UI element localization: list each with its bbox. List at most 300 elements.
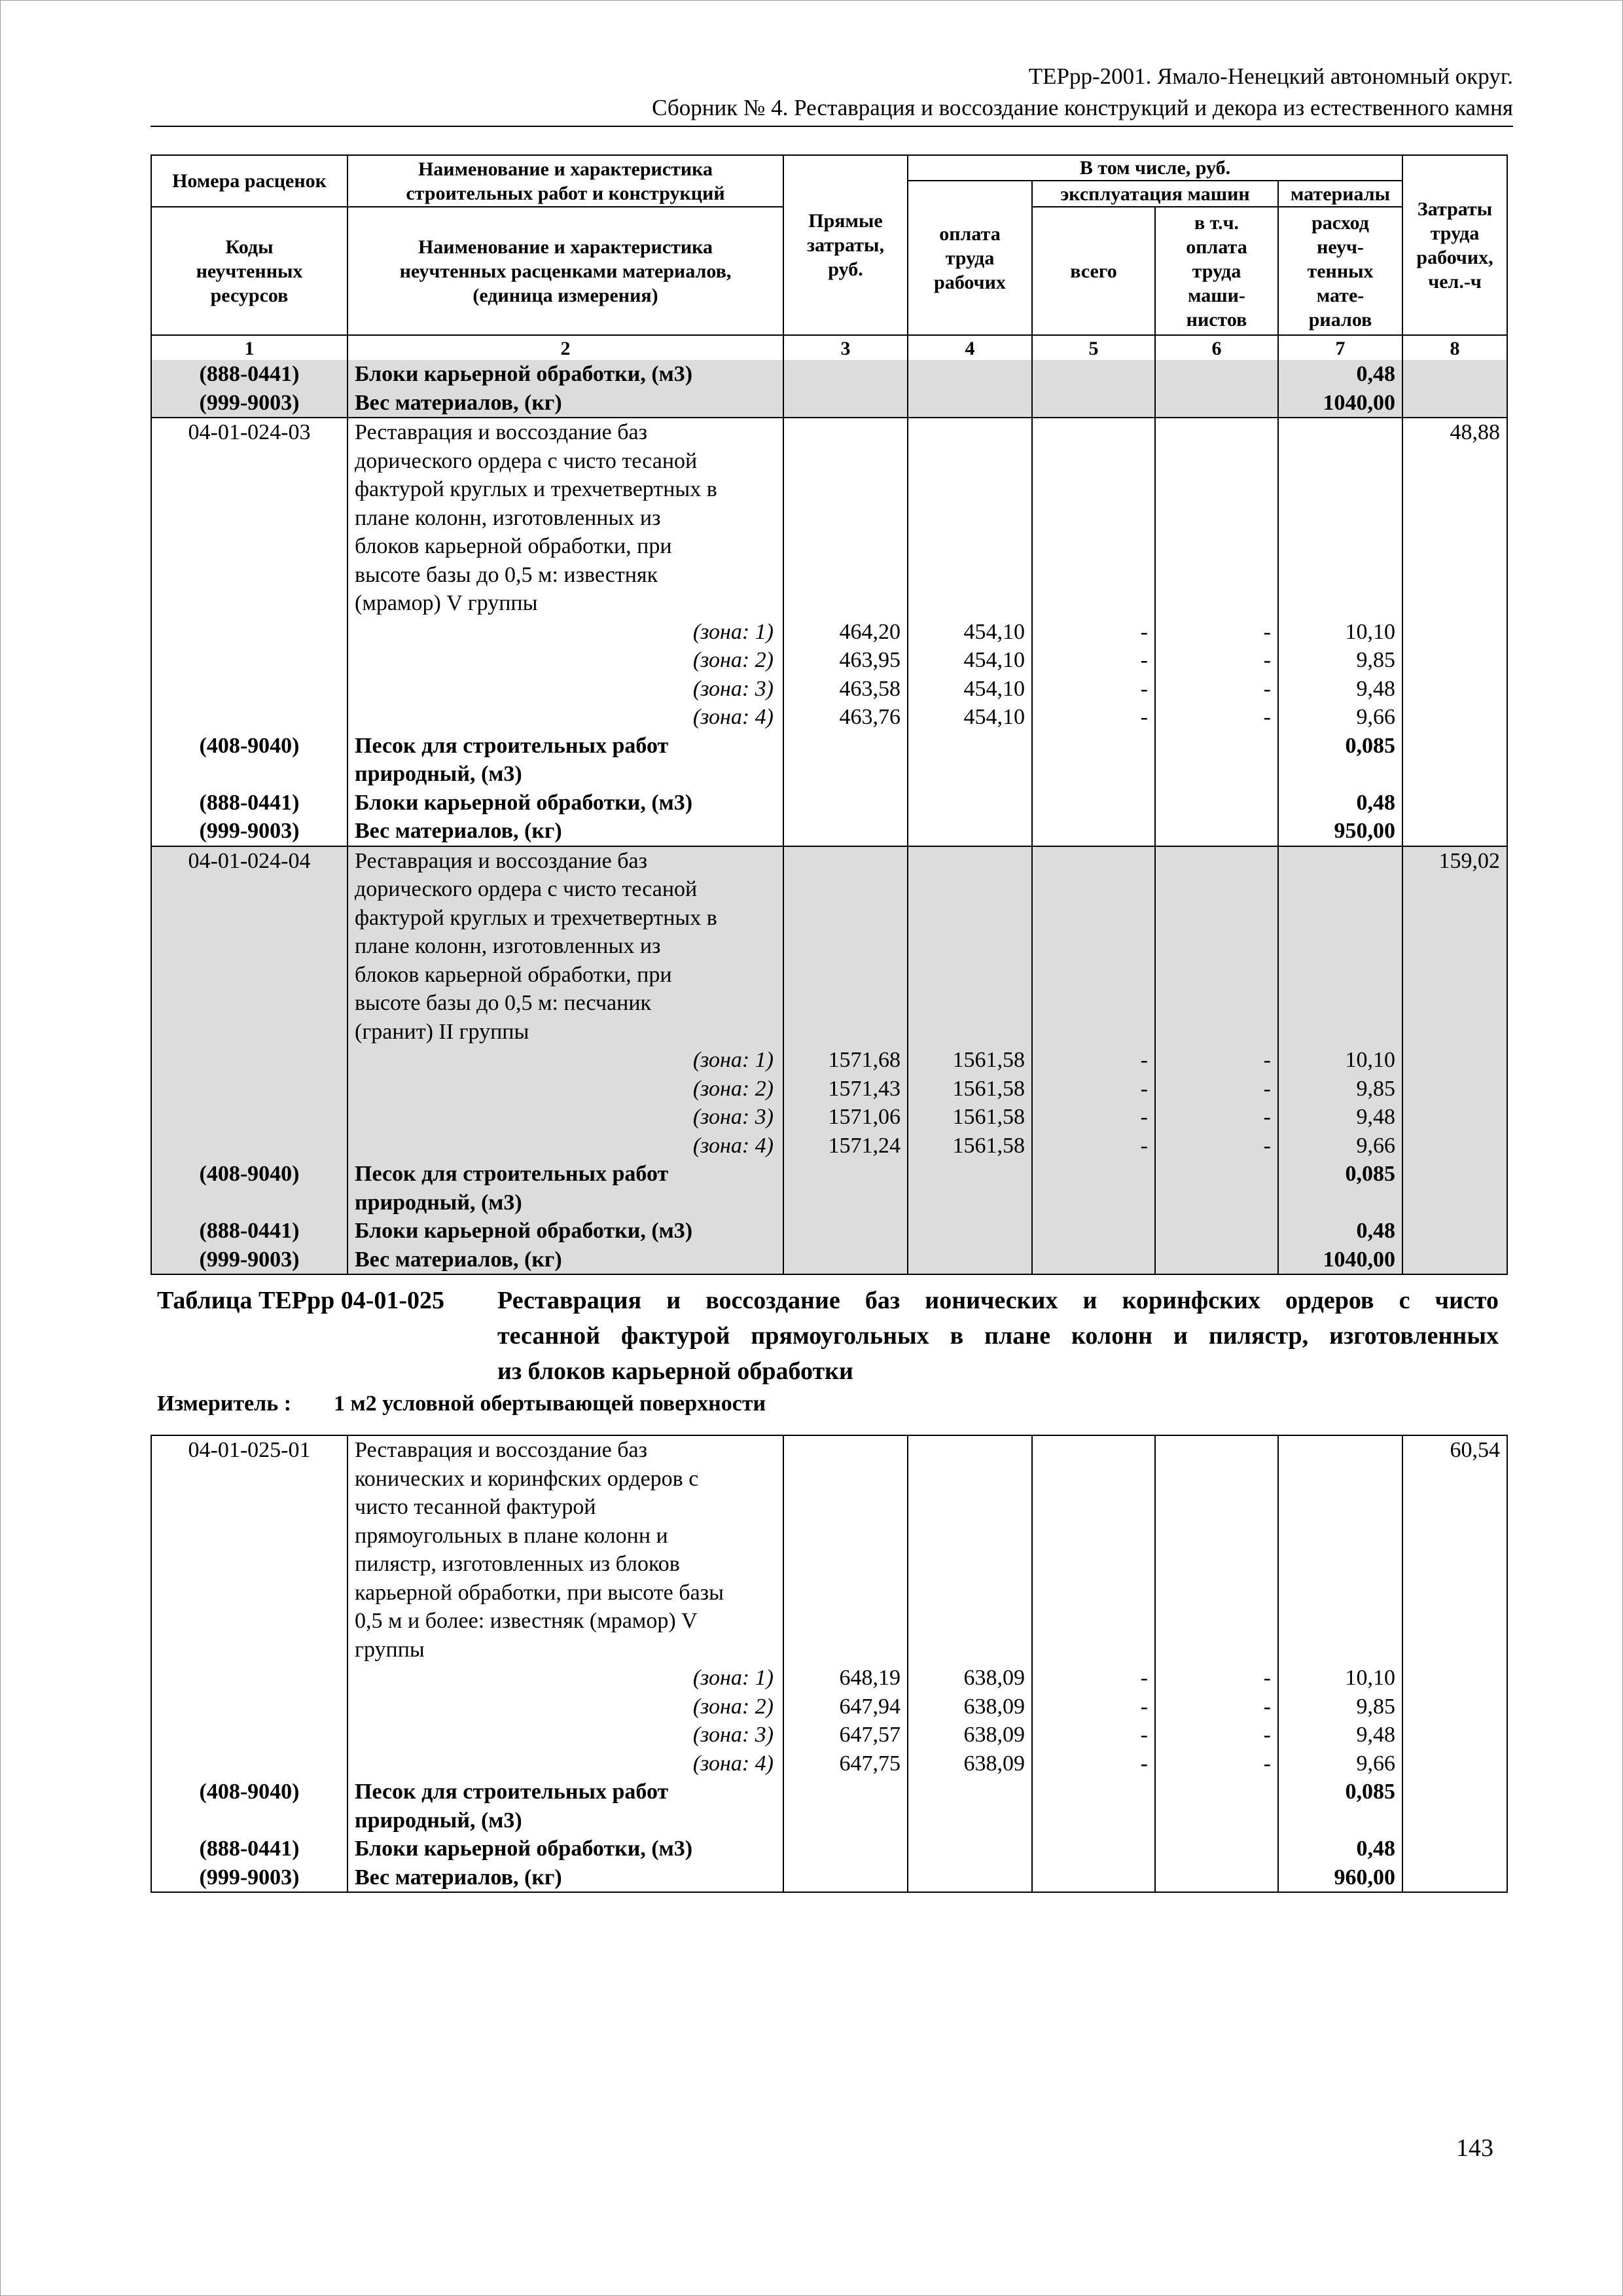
- empty-cell: [1032, 1522, 1155, 1551]
- empty-cell: [908, 561, 1032, 590]
- empty-cell: [1032, 1806, 1155, 1835]
- table-row: [151, 904, 1507, 933]
- empty-cell: [1278, 1579, 1402, 1607]
- table-row: [151, 932, 1507, 961]
- resource-name: природный, (м3): [348, 1189, 783, 1217]
- empty-cell: [783, 1607, 908, 1636]
- empty-cell: [908, 1493, 1032, 1522]
- rates-table-025: [151, 1435, 1508, 1893]
- empty-cell: [1278, 1636, 1402, 1664]
- materials-cost: 9,48: [1278, 675, 1402, 704]
- empty-cell: [783, 1835, 908, 1863]
- empty-cell: [1155, 418, 1278, 447]
- empty-cell: [1032, 389, 1155, 418]
- rate-code: 04-01-025-01: [151, 1435, 348, 1465]
- empty-cell: [151, 760, 348, 789]
- empty-cell: [1402, 1749, 1507, 1778]
- machinist-pay: -: [1155, 646, 1278, 675]
- col-number: 3: [783, 335, 908, 361]
- machinist-pay: -: [1155, 1132, 1278, 1160]
- resource-name: Блоки карьерной обработки, (м3): [348, 789, 783, 817]
- empty-cell: [783, 961, 908, 990]
- empty-cell: [783, 1636, 908, 1664]
- empty-cell: [151, 703, 348, 732]
- empty-cell: [1278, 932, 1402, 961]
- rate-description: Реставрация и воссоздание баз: [348, 418, 783, 447]
- empty-cell: [1155, 1863, 1278, 1893]
- table-row: [151, 1132, 1507, 1160]
- empty-cell: [908, 1465, 1032, 1494]
- empty-cell: [1402, 475, 1507, 504]
- empty-cell: [1032, 1465, 1155, 1494]
- zone-label: (зона: 2): [348, 1693, 783, 1721]
- header-codes-top: Номера расценок: [151, 155, 348, 207]
- empty-cell: [151, 989, 348, 1018]
- direct-costs: 1571,68: [783, 1046, 908, 1075]
- table-row: [151, 1246, 1507, 1275]
- empty-cell: [1278, 589, 1402, 618]
- empty-cell: [1402, 1160, 1507, 1189]
- machines-total: -: [1032, 646, 1155, 675]
- empty-cell: [151, 447, 348, 476]
- empty-cell: [1402, 789, 1507, 817]
- running-header-subtitle: Сборник № 4. Реставрация и воссоздание конструкций и декора из естественного камня: [652, 95, 1513, 120]
- empty-cell: [1402, 1835, 1507, 1863]
- empty-cell: [783, 1778, 908, 1806]
- table-row: [151, 1075, 1507, 1103]
- empty-cell: [908, 1863, 1032, 1893]
- col-number: 8: [1402, 335, 1507, 361]
- labor-pay: 638,09: [908, 1693, 1032, 1721]
- empty-cell: [908, 1550, 1032, 1579]
- labor-pay: 638,09: [908, 1749, 1032, 1778]
- empty-cell: [1278, 504, 1402, 533]
- empty-cell: [1032, 360, 1155, 389]
- empty-cell: [1155, 1435, 1278, 1465]
- resource-quantity: 0,48: [1278, 1217, 1402, 1246]
- empty-cell: [1155, 1493, 1278, 1522]
- header-materials-consumption: расход неуч- тенных мате- риалов: [1278, 207, 1402, 335]
- empty-cell: [908, 1607, 1032, 1636]
- empty-cell: [1402, 1863, 1507, 1893]
- rate-description: блоков карьерной обработки, при: [348, 532, 783, 561]
- empty-cell: [1032, 732, 1155, 761]
- rate-description: (гранит) II группы: [348, 1018, 783, 1047]
- resource-quantity: 0,48: [1278, 789, 1402, 817]
- col-number: 7: [1278, 335, 1402, 361]
- empty-cell: [783, 1018, 908, 1047]
- col-number: 2: [348, 335, 783, 361]
- empty-cell: [1402, 961, 1507, 990]
- table-row: [151, 532, 1507, 561]
- machinist-pay: -: [1155, 1075, 1278, 1103]
- zone-label: (зона: 3): [348, 675, 783, 704]
- direct-costs: 463,58: [783, 675, 908, 704]
- empty-cell: [1155, 475, 1278, 504]
- empty-cell: [1155, 504, 1278, 533]
- machinist-pay: -: [1155, 1664, 1278, 1693]
- resource-name: Вес материалов, (кг): [348, 817, 783, 846]
- empty-cell: [1032, 1435, 1155, 1465]
- table-row: [151, 1465, 1507, 1494]
- empty-cell: [1032, 789, 1155, 817]
- empty-cell: [908, 961, 1032, 990]
- rate-description: карьерной обработки, при высоте базы: [348, 1579, 783, 1607]
- empty-cell: [151, 1664, 348, 1693]
- empty-cell: [783, 1160, 908, 1189]
- resource-code: (888-0441): [151, 360, 348, 389]
- header-rule: [151, 126, 1513, 127]
- table-row: [151, 1778, 1507, 1806]
- zone-label: (зона: 2): [348, 1075, 783, 1103]
- empty-cell: [1155, 1579, 1278, 1607]
- resource-name: Вес материалов, (кг): [348, 389, 783, 418]
- rate-description: группы: [348, 1636, 783, 1664]
- empty-cell: [1402, 932, 1507, 961]
- empty-cell: [1032, 817, 1155, 846]
- empty-cell: [783, 532, 908, 561]
- resource-code: (888-0441): [151, 789, 348, 817]
- machinist-pay: -: [1155, 675, 1278, 704]
- empty-cell: [908, 447, 1032, 476]
- empty-cell: [1402, 360, 1507, 389]
- empty-cell: [1032, 1493, 1155, 1522]
- header-codes-bottom: Коды неучтенных ресурсов: [151, 207, 348, 335]
- empty-cell: [1278, 447, 1402, 476]
- empty-cell: [908, 760, 1032, 789]
- table-header: [151, 154, 1508, 362]
- direct-costs: 647,75: [783, 1749, 908, 1778]
- empty-cell: [908, 846, 1032, 876]
- empty-cell: [1278, 1018, 1402, 1047]
- empty-cell: [1402, 1579, 1507, 1607]
- empty-cell: [783, 475, 908, 504]
- empty-cell: [1402, 1550, 1507, 1579]
- empty-cell: [1402, 675, 1507, 704]
- resource-quantity: 1040,00: [1278, 389, 1402, 418]
- materials-cost: 9,66: [1278, 1749, 1402, 1778]
- resource-quantity: 960,00: [1278, 1863, 1402, 1893]
- resource-code: (408-9040): [151, 732, 348, 761]
- rate-description: Реставрация и воссоздание баз: [348, 1435, 783, 1465]
- empty-cell: [1032, 1550, 1155, 1579]
- empty-cell: [1032, 561, 1155, 590]
- col-number: 4: [908, 335, 1032, 361]
- empty-cell: [151, 1749, 348, 1778]
- empty-cell: [908, 1217, 1032, 1246]
- rate-description: чисто тесанной фактурой: [348, 1493, 783, 1522]
- empty-cell: [908, 789, 1032, 817]
- empty-cell: [908, 360, 1032, 389]
- zone-label: (зона: 1): [348, 618, 783, 647]
- direct-costs: 463,76: [783, 703, 908, 732]
- empty-cell: [1402, 817, 1507, 846]
- machines-total: -: [1032, 1103, 1155, 1132]
- rate-description: Реставрация и воссоздание баз: [348, 846, 783, 876]
- empty-cell: [1155, 1189, 1278, 1217]
- empty-cell: [908, 1160, 1032, 1189]
- zone-label: (зона: 4): [348, 703, 783, 732]
- empty-cell: [151, 932, 348, 961]
- empty-cell: [1032, 532, 1155, 561]
- empty-cell: [783, 732, 908, 761]
- empty-cell: [1402, 532, 1507, 561]
- rate-description: пилястр, изготовленных из блоков: [348, 1550, 783, 1579]
- header-group-materials: материалы: [1278, 181, 1402, 207]
- empty-cell: [783, 1806, 908, 1835]
- resource-quantity: 0,48: [1278, 360, 1402, 389]
- empty-cell: [908, 1806, 1032, 1835]
- empty-cell: [1155, 875, 1278, 904]
- empty-cell: [1278, 1189, 1402, 1217]
- direct-costs: 463,95: [783, 646, 908, 675]
- machinist-pay: -: [1155, 1046, 1278, 1075]
- empty-cell: [1402, 1189, 1507, 1217]
- table-row: [151, 1693, 1507, 1721]
- header-machinist-pay: в т.ч. оплата труда маши- нистов: [1155, 207, 1278, 335]
- empty-cell: [783, 1217, 908, 1246]
- table-row: [151, 1806, 1507, 1835]
- header-group-incl: В том числе, руб.: [908, 155, 1402, 181]
- empty-cell: [1032, 1189, 1155, 1217]
- resource-name: Блоки карьерной обработки, (м3): [348, 360, 783, 389]
- table-row: [151, 1579, 1507, 1607]
- table-row: [151, 1493, 1507, 1522]
- table-row: [151, 961, 1507, 990]
- empty-cell: [151, 646, 348, 675]
- empty-cell: [1032, 418, 1155, 447]
- empty-cell: [151, 1493, 348, 1522]
- empty-cell: [783, 989, 908, 1018]
- table-row: [151, 875, 1507, 904]
- empty-cell: [908, 1579, 1032, 1607]
- rate-description: 0,5 м и более: известняк (мрамор) V: [348, 1607, 783, 1636]
- empty-cell: [1402, 389, 1507, 418]
- materials-cost: 10,10: [1278, 1664, 1402, 1693]
- table-row: [151, 1046, 1507, 1075]
- materials-cost: 10,10: [1278, 618, 1402, 647]
- empty-cell: [1155, 817, 1278, 846]
- table-row: [151, 1636, 1507, 1664]
- empty-cell: [908, 418, 1032, 447]
- resource-quantity: 0,085: [1278, 1160, 1402, 1189]
- empty-cell: [783, 504, 908, 533]
- table-row: [151, 1018, 1507, 1047]
- labor-pay: 1561,58: [908, 1132, 1032, 1160]
- machines-total: -: [1032, 675, 1155, 704]
- empty-cell: [1032, 1863, 1155, 1893]
- empty-cell: [151, 504, 348, 533]
- empty-cell: [151, 904, 348, 933]
- empty-cell: [1278, 561, 1402, 590]
- empty-cell: [1402, 1778, 1507, 1806]
- empty-cell: [1155, 932, 1278, 961]
- empty-cell: [1155, 1636, 1278, 1664]
- empty-cell: [1402, 904, 1507, 933]
- empty-cell: [1155, 789, 1278, 817]
- resource-quantity: 0,085: [1278, 1778, 1402, 1806]
- empty-cell: [1155, 1550, 1278, 1579]
- empty-cell: [1402, 1693, 1507, 1721]
- empty-cell: [1032, 932, 1155, 961]
- measure-label: Измеритель :: [157, 1391, 292, 1416]
- empty-cell: [1402, 1018, 1507, 1047]
- rate-description: дорического ордера с чисто тесаной: [348, 875, 783, 904]
- empty-cell: [1155, 389, 1278, 418]
- resource-name: Вес материалов, (кг): [348, 1246, 783, 1275]
- table-row: [151, 1103, 1507, 1132]
- empty-cell: [908, 1018, 1032, 1047]
- zone-label: (зона: 3): [348, 1721, 783, 1749]
- materials-cost: 9,48: [1278, 1721, 1402, 1749]
- table-row: [151, 1189, 1507, 1217]
- labor-pay: 454,10: [908, 646, 1032, 675]
- empty-cell: [1402, 1103, 1507, 1132]
- resource-name: Вес материалов, (кг): [348, 1863, 783, 1893]
- materials-cost: 9,85: [1278, 1075, 1402, 1103]
- empty-cell: [1155, 561, 1278, 590]
- table-row: [151, 1550, 1507, 1579]
- rate-code: 04-01-024-04: [151, 846, 348, 876]
- empty-cell: [1402, 589, 1507, 618]
- header-name-top: Наименование и характеристика строительных работ и конструкций: [348, 155, 783, 207]
- rate-description: высоте базы до 0,5 м: известняк: [348, 561, 783, 590]
- empty-cell: [1155, 1607, 1278, 1636]
- empty-cell: [1155, 1806, 1278, 1835]
- empty-cell: [1278, 1522, 1402, 1551]
- resource-code: (999-9003): [151, 389, 348, 418]
- materials-cost: 9,66: [1278, 703, 1402, 732]
- empty-cell: [1032, 475, 1155, 504]
- machinist-pay: -: [1155, 1103, 1278, 1132]
- empty-cell: [151, 618, 348, 647]
- zone-label: (зона: 1): [348, 1046, 783, 1075]
- empty-cell: [151, 1046, 348, 1075]
- table-row: [151, 789, 1507, 817]
- empty-cell: [908, 1435, 1032, 1465]
- empty-cell: [908, 1246, 1032, 1275]
- empty-cell: [151, 1522, 348, 1551]
- empty-cell: [783, 589, 908, 618]
- empty-cell: [1155, 961, 1278, 990]
- empty-cell: [151, 589, 348, 618]
- empty-cell: [1278, 1465, 1402, 1494]
- empty-cell: [908, 875, 1032, 904]
- materials-cost: 9,66: [1278, 1132, 1402, 1160]
- empty-cell: [1032, 875, 1155, 904]
- empty-cell: [783, 932, 908, 961]
- table-row: [151, 1664, 1507, 1693]
- empty-cell: [1032, 904, 1155, 933]
- empty-cell: [1402, 703, 1507, 732]
- empty-cell: [1278, 475, 1402, 504]
- empty-cell: [151, 1721, 348, 1749]
- direct-costs: 647,57: [783, 1721, 908, 1749]
- direct-costs: 1571,43: [783, 1075, 908, 1103]
- empty-cell: [1155, 1217, 1278, 1246]
- empty-cell: [783, 1579, 908, 1607]
- empty-cell: [1155, 360, 1278, 389]
- empty-cell: [783, 1493, 908, 1522]
- empty-cell: [151, 532, 348, 561]
- materials-cost: 9,48: [1278, 1103, 1402, 1132]
- empty-cell: [1402, 1607, 1507, 1636]
- empty-cell: [1032, 1778, 1155, 1806]
- empty-cell: [1155, 1465, 1278, 1494]
- header-labor-hours: Затраты труда рабочих, чел.-ч: [1402, 155, 1507, 335]
- direct-costs: 1571,06: [783, 1103, 908, 1132]
- empty-cell: [1278, 846, 1402, 876]
- empty-cell: [1032, 1018, 1155, 1047]
- measure-unit: 1 м2 условной обертывающей поверхности: [334, 1391, 766, 1416]
- empty-cell: [1278, 1607, 1402, 1636]
- materials-cost: 9,85: [1278, 1693, 1402, 1721]
- empty-cell: [1278, 418, 1402, 447]
- empty-cell: [1155, 1835, 1278, 1863]
- machinist-pay: -: [1155, 1721, 1278, 1749]
- empty-cell: [908, 1522, 1032, 1551]
- header-machines-total: всего: [1032, 207, 1155, 335]
- empty-cell: [1032, 504, 1155, 533]
- zone-label: (зона: 2): [348, 646, 783, 675]
- direct-costs: 648,19: [783, 1664, 908, 1693]
- empty-cell: [1155, 447, 1278, 476]
- table-row: [151, 504, 1507, 533]
- empty-cell: [151, 1579, 348, 1607]
- header-name-bottom: Наименование и характеристика неучтенных расценками материалов, (единица измерения): [348, 207, 783, 335]
- resource-name: Песок для строительных работ: [348, 1778, 783, 1806]
- empty-cell: [1032, 447, 1155, 476]
- empty-cell: [1278, 1435, 1402, 1465]
- labor-pay: 1561,58: [908, 1046, 1032, 1075]
- empty-cell: [151, 475, 348, 504]
- labor-pay: 638,09: [908, 1721, 1032, 1749]
- table-row: [151, 1435, 1507, 1465]
- empty-cell: [151, 1465, 348, 1494]
- table-row: [151, 1863, 1507, 1893]
- empty-cell: [151, 1189, 348, 1217]
- empty-cell: [908, 932, 1032, 961]
- empty-cell: [1155, 1246, 1278, 1275]
- empty-cell: [908, 504, 1032, 533]
- empty-cell: [783, 389, 908, 418]
- machines-total: -: [1032, 1132, 1155, 1160]
- resource-code: (888-0441): [151, 1217, 348, 1246]
- resource-name: природный, (м3): [348, 1806, 783, 1835]
- resource-code: (999-9003): [151, 1246, 348, 1275]
- empty-cell: [1032, 1246, 1155, 1275]
- rate-description: (мрамор) V группы: [348, 589, 783, 618]
- empty-cell: [908, 389, 1032, 418]
- zone-label: (зона: 4): [348, 1749, 783, 1778]
- empty-cell: [1032, 846, 1155, 876]
- empty-cell: [1278, 989, 1402, 1018]
- empty-cell: [151, 1132, 348, 1160]
- empty-cell: [151, 875, 348, 904]
- empty-cell: [1402, 447, 1507, 476]
- labor-pay: 454,10: [908, 618, 1032, 647]
- empty-cell: [783, 1465, 908, 1494]
- machines-total: -: [1032, 1721, 1155, 1749]
- resource-name: Песок для строительных работ: [348, 732, 783, 761]
- empty-cell: [151, 1806, 348, 1835]
- table-row: [151, 389, 1507, 418]
- empty-cell: [151, 1075, 348, 1103]
- resource-quantity: 0,48: [1278, 1835, 1402, 1863]
- empty-cell: [1155, 532, 1278, 561]
- table-caption: Таблица ТЕРрр 04-01-025: [157, 1287, 445, 1314]
- zone-label: (зона: 1): [348, 1664, 783, 1693]
